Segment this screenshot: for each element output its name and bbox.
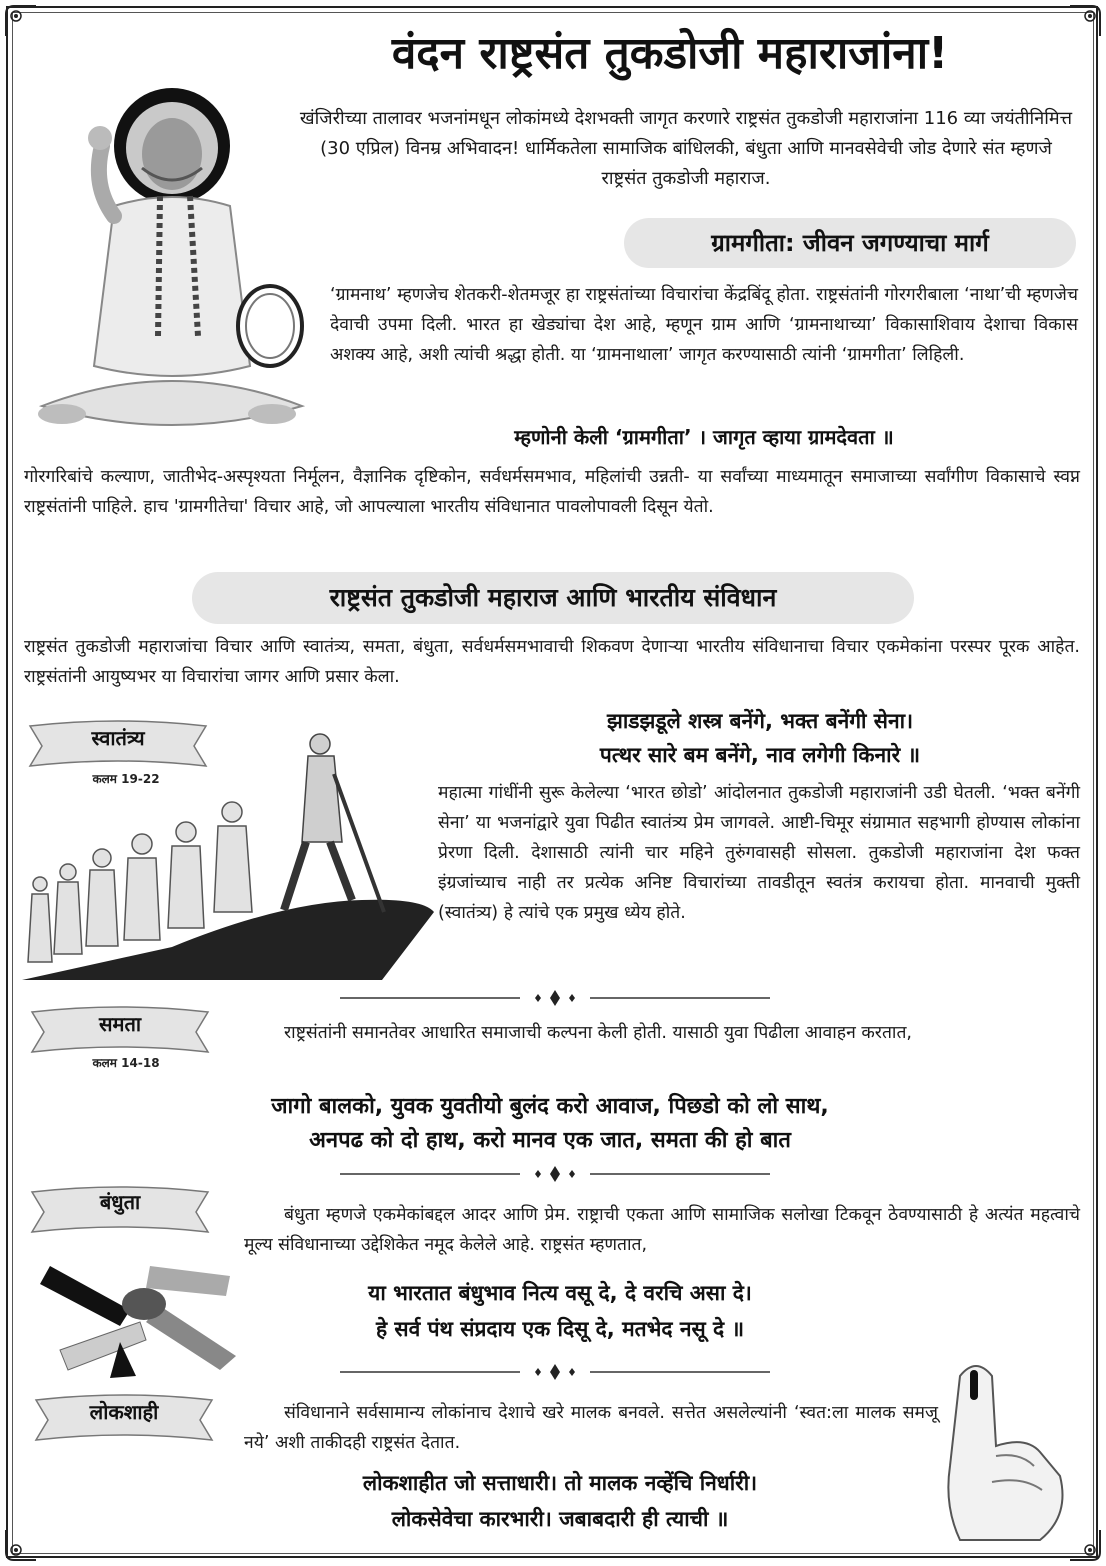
swatantrya-article: कलम 19-22	[92, 772, 160, 786]
section-divider-icon	[340, 1362, 770, 1382]
swatantrya-verse-1: झाडझडूले शस्त्र बनेंगे, भक्त बनेंगी सेना।	[606, 709, 914, 733]
lokshahi-paragraph: संविधानाने सर्वसामान्य लोकांनाच देशाचे खरे मालक बनवले. सत्तेत असलेल्यांनी ‘स्वत:ला मालक समजू नये’ अशी ताकीदही राष्ट्रसंत देतात.	[244, 1403, 938, 1453]
saint-portrait-illustration	[22, 76, 314, 446]
page-title: वंदन राष्ट्रसंत तुकडोजी महाराजांना!	[391, 28, 949, 79]
bandhuta-paragraph: बंधुता म्हणजे एकमेकांबद्दल आदर आणि प्रेम. राष्ट्राची एकता आणि सामाजिक सलोखा टिकवून ठेवण्यासाठी हे अत्यंत महत्वाचे मूल्य संविधानाच्या उद्देशिकेत नमूद केलेले आहे. राष्ट्रसंत म्हणतात,	[244, 1205, 1080, 1255]
swatantrya-verse-2: पत्थर सारे बम बनेंगे, नाव लगेगी किनारे ॥	[599, 743, 921, 767]
constitution-paragraph: राष्ट्रसंत तुकडोजी महाराजांचा विचार आणि स्वातंत्र्य, समता, बंधुता, सर्वधर्मसमभावाची शिकवण देणाऱ्या भारतीय संविधानाचा विचार एकमेकांना परस्पर पूरक आहेत. राष्ट्रसंतांनी आयुष्यभर या विचारांचा जागर आणि प्रसार केला.	[24, 637, 1080, 687]
lokshahi-verse-2: लोकसेवेचा कारभारी। जबाबदारी ही त्याची ॥	[391, 1507, 729, 1531]
section-divider-icon	[340, 1164, 770, 1184]
intro-paragraph: खंजिरीच्या तालावर भजनांमधून लोकांमध्ये देशभक्ती जागृत करणारे राष्ट्रसंत तुकडोजी महाराजांना 116 व्या जयंतीनिमित्त (30 एप्रिल) विनम्र अभिवादन! धार्मिकतेला सामाजिक बांधिलकी, बंधुता आणि मानवसेवेची जोड देणारे संत म्हणजे राष्ट्रसंत तुकडोजी महाराज.	[299, 108, 1073, 189]
gramgeeta-paragraph: ‘ग्रामनाथ’ म्हणजेच शेतकरी-शेतमजूर हा राष्ट्रसंतांच्या विचारांचा केंद्रबिंदू होता. राष्ट्रसंतांनी गोरगरीबाला ‘नाथा’ची म्हणजेच देवाची उपमा दिली. भारत हा खेड्यांचा देश आहे, म्हणून ग्राम आणि ‘ग्रामनाथाच्या’ विकासाशिवाय देशाचा विकास अशक्य आहे, अशी त्यांची श्रद्धा होती. या ‘ग्रामनाथाला’ जागृत करण्यासाठी त्यांनी ‘ग्रामगीता’ लिहिली.	[330, 285, 1078, 365]
bandhuta-label: बंधुता	[99, 1190, 141, 1214]
samata-verse-1: जागो बालको, युवक युवतीयो बुलंद करो आवाज, पिछडो को लो साथ,	[271, 1094, 829, 1119]
samata-label: समता	[98, 1012, 142, 1036]
samata-verse-2: अनपढ को दो हाथ, करो मानव एक जात, समता की हो बात	[309, 1128, 791, 1153]
samata-article: कलम 14-18	[92, 1056, 160, 1070]
bandhuta-verse-2: हे सर्व पंथ संप्रदाय एक दिसू दे, मतभेद नसू दे ॥	[375, 1317, 745, 1341]
constitution-heading: राष्ट्रसंत तुकडोजी महाराज आणि भारतीय संविधान	[192, 572, 914, 624]
samata-paragraph: राष्ट्रसंतांनी समानतेवर आधारित समाजाची कल्पना केली होती. यासाठी युवा पिढीला आवाहन करतात,	[284, 1023, 912, 1043]
gramgeeta-paragraph-2: गोरगरिबांचे कल्याण, जातीभेद-अस्पृश्यता निर्मूलन, वैज्ञानिक दृष्टिकोन, सर्वधर्मसमभाव, महिलांची उन्नती- या सर्वांच्या माध्यमातून समाजाच्या सर्वांगीण विकासाचे स्वप्न राष्ट्रसंतांनी पाहिले. हाच 'ग्रामगीतेचा' विचार आहे, जो आपल्याला भारतीय संविधानात पावलोपावली दिसून येतो.	[24, 467, 1080, 517]
section-divider-icon	[340, 988, 770, 1008]
gramgeeta-heading: ग्रामगीता: जीवन जगण्याचा मार्ग	[624, 218, 1076, 268]
corner-ornament-icon	[4, 1528, 38, 1562]
corner-ornament-icon	[4, 4, 38, 38]
lokshahi-label: लोकशाही	[89, 1400, 159, 1424]
joined-hands-illustration	[40, 1246, 240, 1382]
lokshahi-verse-1: लोकशाहीत जो सत्ताधारी। तो मालक नव्हेंचि निर्धारी।	[362, 1471, 758, 1495]
freedom-march-illustration	[22, 732, 434, 980]
swatantrya-label: स्वातंत्र्य	[91, 726, 145, 750]
swatantrya-paragraph: महात्मा गांधींनी सुरू केलेल्या ‘भारत छोडो’ आंदोलनात तुकडोजी महाराजांनी उडी घेतली. ‘भक्त बनेंगी सेना’ या भजनांद्वारे युवा पिढीत स्वातंत्र्य प्रेम जागवले. आष्टी-चिमूर संग्रामात सहभागी होण्यास लोकांना प्रेरणा दिली. देशासाठी त्यांनी चार महिने तुरुंगवासही सोसला. तुकडोजी महाराजांना देश फक्त इंग्रजांच्याच नाही तर प्रत्येक अनिष्ट विचारांच्या तावडीतून स्वतंत्र करायचा होता. मानवाची मुक्ती (स्वातंत्र्य) हे त्यांचे एक प्रमुख ध्येय होते.	[438, 783, 1080, 923]
gramgeeta-verse: म्हणोनी केली ‘ग्रामगीता’ । जागृत व्हाया ग्रामदेवता ॥	[514, 425, 894, 449]
bandhuta-verse-1: या भारतात बंधुभाव नित्य वसू दे, दे वरचि असा दे।	[368, 1281, 752, 1305]
inked-finger-illustration	[930, 1356, 1080, 1546]
